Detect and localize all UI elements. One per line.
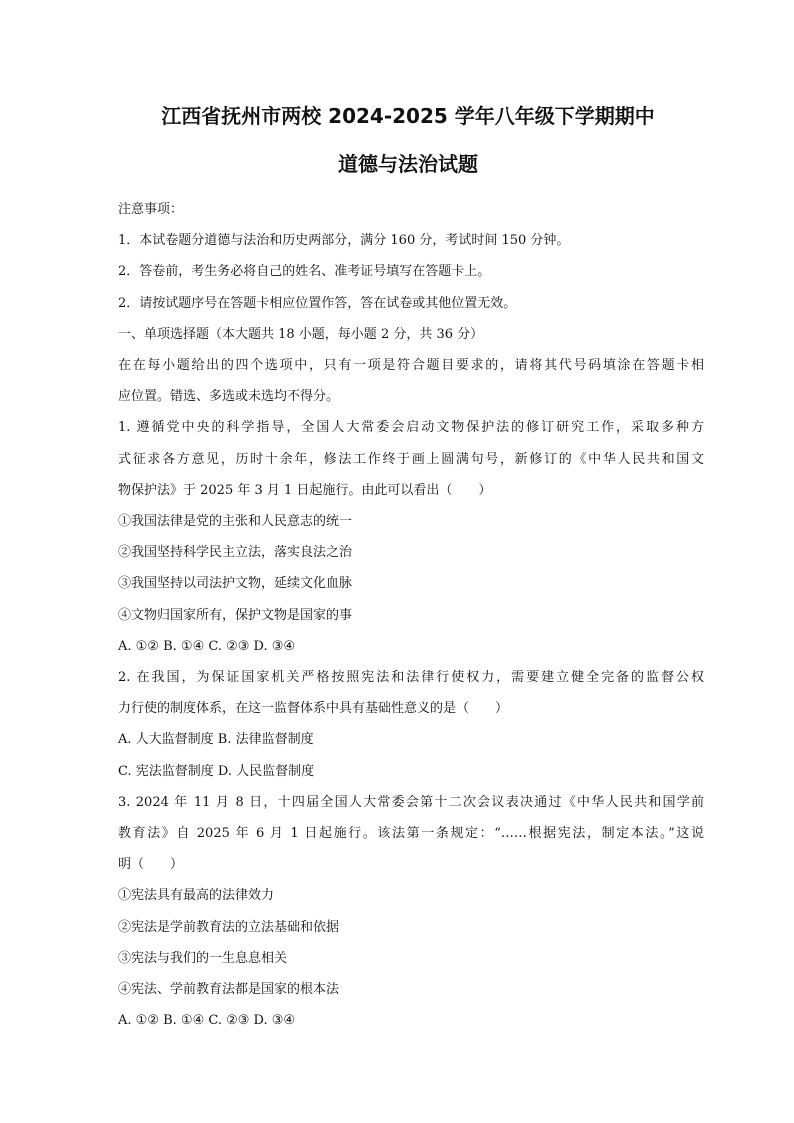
section1-instruction-line1: 在在每小题给出的四个选项中，只有一项是符合题目要求的，请将其代号码填涂在答题卡相 xyxy=(118,358,704,374)
q1-stem-line1: 1. 遵循党中央的科学指导，全国人大常委会启动文物保护法的修订研究工作，采取多种方 xyxy=(118,420,704,436)
q3-stem-line1: 3. 2024 年 11 月 8 日，十四届全国人大常委会第十二次会议表决通过《中华人民共和国学前 xyxy=(118,794,704,810)
q3-statement-1: ①宪法具有最高的法律效力 xyxy=(118,888,275,904)
q1-statement-4: ④文物归国家所有，保护文物是国家的事 xyxy=(118,607,353,623)
q2-stem-line2: 力行使的制度体系，在这一监督体系中具有基础性意义的是（ ） xyxy=(118,701,509,717)
exam-title-line1: 江西省抚州市两校 2024-2025 学年八年级下学期期中 xyxy=(161,104,655,128)
exam-body xyxy=(118,194,704,1036)
q1-stem-line2: 式征求各方意见，历时十余年，修法工作终于画上圆满句号，新修订的《中华人民共和国文 xyxy=(118,451,704,467)
q1-stem-line3: 物保护法》于 2025 年 3 月 1 日起施行。由此可以看出（ ） xyxy=(118,482,492,498)
note-item-3: 2．请按试题序号在答题卡相应位置作答，答在试卷或其他位置无效。 xyxy=(118,295,517,311)
note-item-1: 1．本试卷题分道德与法治和历史两部分，满分 160 分，考试时间 150 分钟。 xyxy=(118,233,570,249)
q3-options: A. ①② B. ①④ C. ②③ D. ③④ xyxy=(118,1013,296,1029)
q1-statement-3: ③我国坚持以司法护文物，延续文化血脉 xyxy=(118,576,353,592)
q3-statement-3: ③宪法与我们的一生息息相关 xyxy=(118,950,288,966)
q2-stem-line1: 2. 在我国，为保证国家机关严格按照宪法和法律行使权力，需要建立健全完备的监督公权 xyxy=(118,670,704,686)
q1-statement-2: ②我国坚持科学民主立法，落实良法之治 xyxy=(118,545,353,561)
section1-heading: 一、单项选择题（本大题共 18 小题，每小题 2 分，共 36 分） xyxy=(118,326,484,342)
q1-options: A. ①② B. ①④ C. ②③ D. ③④ xyxy=(118,638,296,654)
q3-statement-2: ②宪法是学前教育法的立法基础和依据 xyxy=(118,919,340,935)
q2-options-line2: C. 宪法监督制度 D. 人民监督制度 xyxy=(118,763,315,779)
note-item-2: 2．答卷前，考生务必将自己的姓名、准考证号填写在答题卡上。 xyxy=(118,264,491,280)
q3-stem-line2: 教育法》自 2025 年 6 月 1 日起施行。该法第一条规定：“……根据宪法，制定本法。”这说 xyxy=(118,826,704,842)
section1-instruction-line2: 应位置。错选、多选或未选均不得分。 xyxy=(118,389,340,405)
q3-stem-line3: 明（ ） xyxy=(118,857,184,873)
q3-statement-4: ④宪法、学前教育法都是国家的根本法 xyxy=(118,982,340,998)
q1-statement-1: ①我国法律是党的主张和人民意志的统一 xyxy=(118,514,353,530)
q2-options-line1: A. 人大监督制度 B. 法律监督制度 xyxy=(118,732,314,748)
exam-title-line2: 道德与法治试题 xyxy=(338,152,478,176)
notes-heading: 注意事项： xyxy=(118,202,184,217)
